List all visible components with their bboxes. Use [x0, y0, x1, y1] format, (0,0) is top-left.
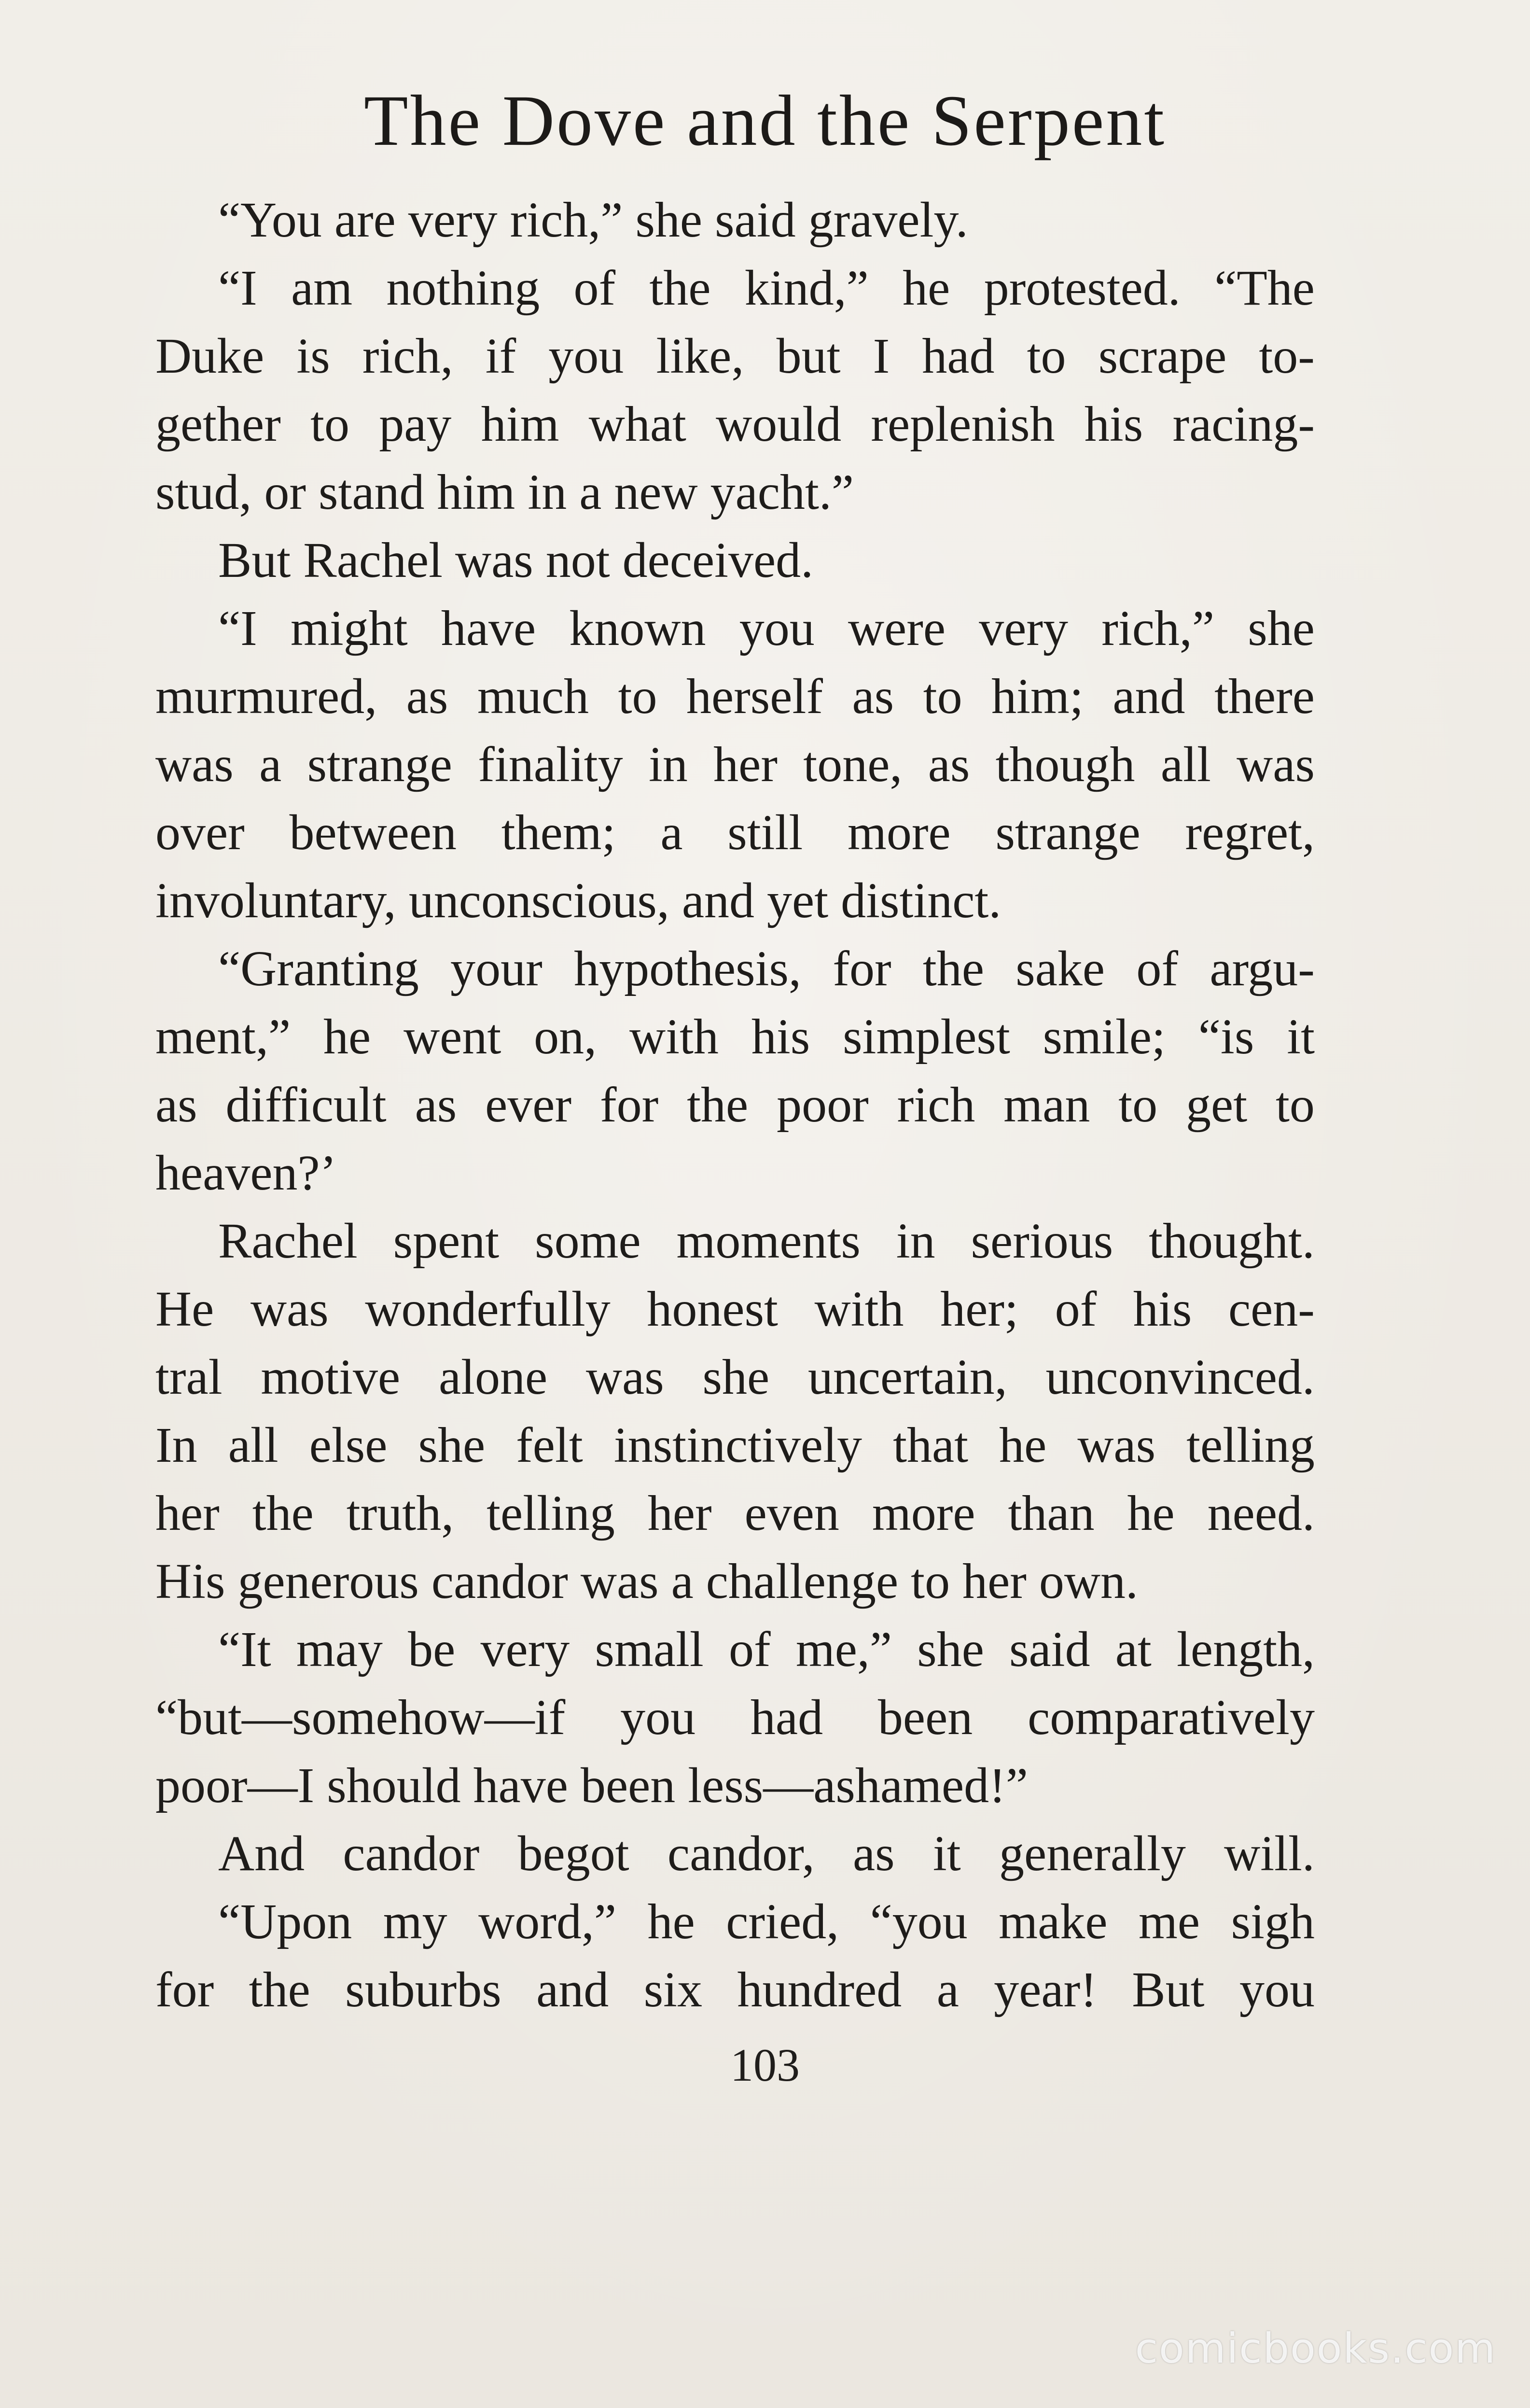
word: her;: [940, 1281, 1018, 1337]
text-line: [155, 1343, 1315, 1411]
word: word,”: [478, 1894, 617, 1949]
word: a: [259, 737, 282, 792]
word: scrape: [1098, 328, 1227, 384]
text-line: [155, 254, 1315, 322]
word: “Upon: [218, 1894, 352, 1949]
word: what: [588, 396, 686, 452]
word: uncertain,: [807, 1349, 1007, 1405]
word: have: [441, 601, 536, 656]
word: a: [936, 1962, 959, 2017]
text-line-content: But Rachel was not deceived.: [218, 532, 814, 588]
word: of: [1055, 1281, 1097, 1337]
text-line: [155, 1139, 1315, 1207]
word: truth,: [346, 1485, 454, 1541]
word: generally: [999, 1826, 1186, 1881]
word: to: [1276, 1077, 1315, 1133]
word: was: [1077, 1417, 1156, 1473]
word: “but—somehow—if: [155, 1690, 566, 1745]
word: much: [477, 669, 589, 724]
word: her: [713, 737, 778, 792]
word: Rachel: [218, 1213, 358, 1269]
text-line: [155, 867, 1315, 935]
word: wonderfully: [365, 1281, 611, 1337]
text-line: [155, 1683, 1315, 1751]
word: she: [1248, 601, 1315, 656]
text-line: [155, 1275, 1315, 1343]
word: to: [923, 669, 962, 724]
word: between: [289, 805, 457, 860]
page-number: 103: [730, 2039, 800, 2091]
word: to-: [1259, 328, 1315, 384]
word: there: [1214, 669, 1315, 724]
word: to: [310, 396, 350, 452]
word: went: [403, 1009, 501, 1064]
text-line: [155, 458, 1315, 526]
word: like,: [656, 328, 744, 384]
text-line: [155, 1479, 1315, 1547]
word: you: [548, 328, 624, 384]
word: make: [999, 1894, 1108, 1949]
word: my: [383, 1894, 447, 1949]
word: argu-: [1210, 941, 1315, 996]
word: you: [620, 1690, 696, 1745]
word: than: [1008, 1485, 1095, 1541]
text-line: [155, 1615, 1315, 1683]
word: he: [1127, 1485, 1175, 1541]
word: was: [155, 737, 234, 792]
word: and: [536, 1962, 609, 2017]
word: herself: [686, 669, 823, 724]
word: racing-: [1172, 396, 1315, 452]
word: honest: [647, 1281, 778, 1337]
word: as: [852, 669, 894, 724]
text-line: [155, 1888, 1315, 1956]
word: Duke: [155, 328, 264, 384]
word: his: [1133, 1281, 1192, 1337]
word: alone: [438, 1349, 548, 1405]
word: candor: [343, 1826, 480, 1881]
word: regret,: [1185, 805, 1315, 860]
word: your: [450, 941, 542, 996]
word: cried,: [726, 1894, 839, 1949]
word: nothing: [386, 260, 540, 316]
word: six: [643, 1962, 703, 2017]
word: him;: [991, 669, 1084, 724]
word: as: [415, 1077, 457, 1133]
word: but: [776, 328, 841, 384]
word: still: [727, 805, 803, 860]
word: all: [1160, 737, 1211, 792]
word: begot: [517, 1826, 629, 1881]
word: ever: [485, 1077, 572, 1133]
word: the: [249, 1962, 310, 2017]
word: with: [629, 1009, 719, 1064]
word: was: [585, 1349, 664, 1405]
word: said: [1009, 1622, 1090, 1677]
word: unconvinced.: [1045, 1349, 1315, 1405]
word: strange: [995, 805, 1141, 860]
text-line-content: “You are very rich,” she said gravely.: [218, 192, 968, 248]
word: rich,: [362, 328, 453, 384]
word: serious: [971, 1213, 1113, 1269]
word: And: [218, 1826, 305, 1881]
word: were: [848, 601, 946, 656]
word: rich: [897, 1077, 975, 1133]
word: finality: [478, 737, 623, 792]
text-line-content: involuntary, unconscious, and yet distinct.: [155, 873, 1001, 928]
word: gether: [155, 396, 281, 452]
text-line: [155, 1751, 1315, 1820]
word: his: [1084, 396, 1143, 452]
text-line: [155, 935, 1315, 1003]
word: “Granting: [218, 941, 419, 996]
word: hypothesis,: [574, 941, 802, 996]
body-text: [155, 186, 1315, 2024]
word: sigh: [1231, 1894, 1315, 1949]
word: her: [155, 1485, 220, 1541]
word: sake: [1015, 941, 1105, 996]
word: protested.: [984, 260, 1181, 316]
word: will.: [1224, 1826, 1315, 1881]
word: “you: [870, 1894, 968, 1949]
text-line: [155, 662, 1315, 730]
text-line: [155, 730, 1315, 798]
text-line: [155, 1956, 1315, 2024]
word: tral: [155, 1349, 223, 1405]
word: as: [155, 1077, 197, 1133]
word: get: [1186, 1077, 1248, 1133]
word: But: [1132, 1962, 1205, 2017]
word: even: [744, 1485, 839, 1541]
word: she: [917, 1622, 984, 1677]
word: is: [296, 328, 330, 384]
word: very: [480, 1622, 570, 1677]
word: length,: [1177, 1622, 1315, 1677]
word: to: [618, 669, 657, 724]
word: pay: [379, 396, 452, 452]
word: smile;: [1043, 1009, 1166, 1064]
word: need.: [1207, 1485, 1315, 1541]
word: murmured,: [155, 669, 377, 724]
word: it: [932, 1826, 961, 1881]
running-head: The Dove and the Serpent: [363, 81, 1167, 161]
text-line-content: His generous candor was a challenge to her own.: [155, 1554, 1138, 1609]
word: “The: [1214, 260, 1315, 316]
word: that: [893, 1417, 969, 1473]
word: him: [481, 396, 559, 452]
word: telling: [1186, 1417, 1315, 1473]
word: instinctively: [613, 1417, 862, 1473]
word: of: [728, 1622, 771, 1677]
word: as: [852, 1826, 895, 1881]
word: simplest: [843, 1009, 1010, 1064]
word: replenish: [871, 396, 1055, 452]
word: in: [648, 737, 688, 792]
word: felt: [516, 1417, 583, 1473]
text-line: [155, 322, 1315, 390]
word: had: [750, 1690, 823, 1745]
word: over: [155, 805, 245, 860]
text-line: [155, 1411, 1315, 1479]
word: all: [228, 1417, 278, 1473]
word: might: [291, 601, 408, 656]
word: it: [1287, 1009, 1315, 1064]
word: at: [1115, 1622, 1152, 1677]
word: been: [877, 1690, 973, 1745]
word: he: [999, 1417, 1047, 1473]
word: the: [649, 260, 711, 316]
word: as: [406, 669, 448, 724]
word: “It: [218, 1622, 271, 1677]
word: more: [848, 805, 951, 860]
word: “I: [218, 601, 257, 656]
word: very: [979, 601, 1068, 656]
word: he: [903, 260, 950, 316]
word: in: [896, 1213, 935, 1269]
word: the: [922, 941, 984, 996]
word: cen-: [1228, 1281, 1315, 1337]
word: some: [535, 1213, 641, 1269]
word: strange: [307, 737, 452, 792]
word: was: [250, 1281, 329, 1337]
word: In: [155, 1417, 197, 1473]
word: comparatively: [1028, 1690, 1315, 1745]
word: suburbs: [345, 1962, 501, 2017]
text-line: [155, 1071, 1315, 1139]
word: as: [928, 737, 970, 792]
word: I: [873, 328, 890, 384]
word: am: [291, 260, 353, 316]
text-line: [155, 1820, 1315, 1888]
word: motive: [261, 1349, 401, 1405]
word: else: [309, 1417, 388, 1473]
text-line: [155, 526, 1315, 594]
word: he: [323, 1009, 371, 1064]
word: poor: [777, 1077, 869, 1133]
word: hundred: [737, 1962, 902, 2017]
word: more: [872, 1485, 975, 1541]
text-line: [155, 1547, 1315, 1615]
word: thought.: [1149, 1213, 1315, 1269]
word: she: [418, 1417, 486, 1473]
word: me: [1139, 1894, 1200, 1949]
word: difficult: [225, 1077, 387, 1133]
word: of: [1136, 941, 1179, 996]
word: the: [687, 1077, 749, 1133]
word: candor,: [667, 1826, 815, 1881]
word: was: [1237, 737, 1315, 792]
word: the: [252, 1485, 314, 1541]
word: them;: [501, 805, 616, 860]
word: and: [1113, 669, 1185, 724]
word: tone,: [803, 737, 903, 792]
word: for: [599, 1077, 659, 1133]
word: small: [595, 1622, 704, 1677]
word: known: [569, 601, 706, 656]
word: to: [1118, 1077, 1158, 1133]
word: to: [1027, 328, 1066, 384]
watermark: comicbooks.com: [1135, 2324, 1496, 2373]
text-line: [155, 798, 1315, 867]
word: be: [408, 1622, 456, 1677]
word: man: [1003, 1077, 1090, 1133]
word: he: [647, 1894, 695, 1949]
word: ment,”: [155, 1009, 291, 1064]
word: if: [485, 328, 516, 384]
word: rich,”: [1101, 601, 1215, 656]
text-line: [155, 390, 1315, 458]
word: may: [296, 1622, 383, 1677]
text-line-content: heaven?’: [155, 1145, 337, 1201]
text-line: [155, 594, 1315, 662]
word: “is: [1198, 1009, 1254, 1064]
text-line-content: stud, or stand him in a new yacht.”: [155, 464, 854, 520]
word: He: [155, 1281, 214, 1337]
word: spent: [393, 1213, 500, 1269]
word: his: [751, 1009, 810, 1064]
word: with: [814, 1281, 904, 1337]
word: you: [739, 601, 815, 656]
text-line: [155, 186, 1315, 254]
word: for: [833, 941, 891, 996]
text-line-content: poor—I should have been less—ashamed!”: [155, 1758, 1028, 1813]
word: her: [647, 1485, 712, 1541]
word: year!: [994, 1962, 1097, 2017]
word: had: [922, 328, 995, 384]
word: telling: [487, 1485, 615, 1541]
word: she: [702, 1349, 770, 1405]
word: me,”: [795, 1622, 892, 1677]
word: “I: [218, 260, 257, 316]
word: a: [660, 805, 683, 860]
word: would: [716, 396, 842, 452]
word: on,: [534, 1009, 597, 1064]
word: you: [1239, 1962, 1315, 2017]
word: moments: [676, 1213, 861, 1269]
text-line: [155, 1207, 1315, 1275]
word: though: [995, 737, 1135, 792]
word: kind,”: [744, 260, 869, 316]
word: for: [155, 1962, 214, 2017]
word: of: [573, 260, 616, 316]
text-line: [155, 1003, 1315, 1071]
